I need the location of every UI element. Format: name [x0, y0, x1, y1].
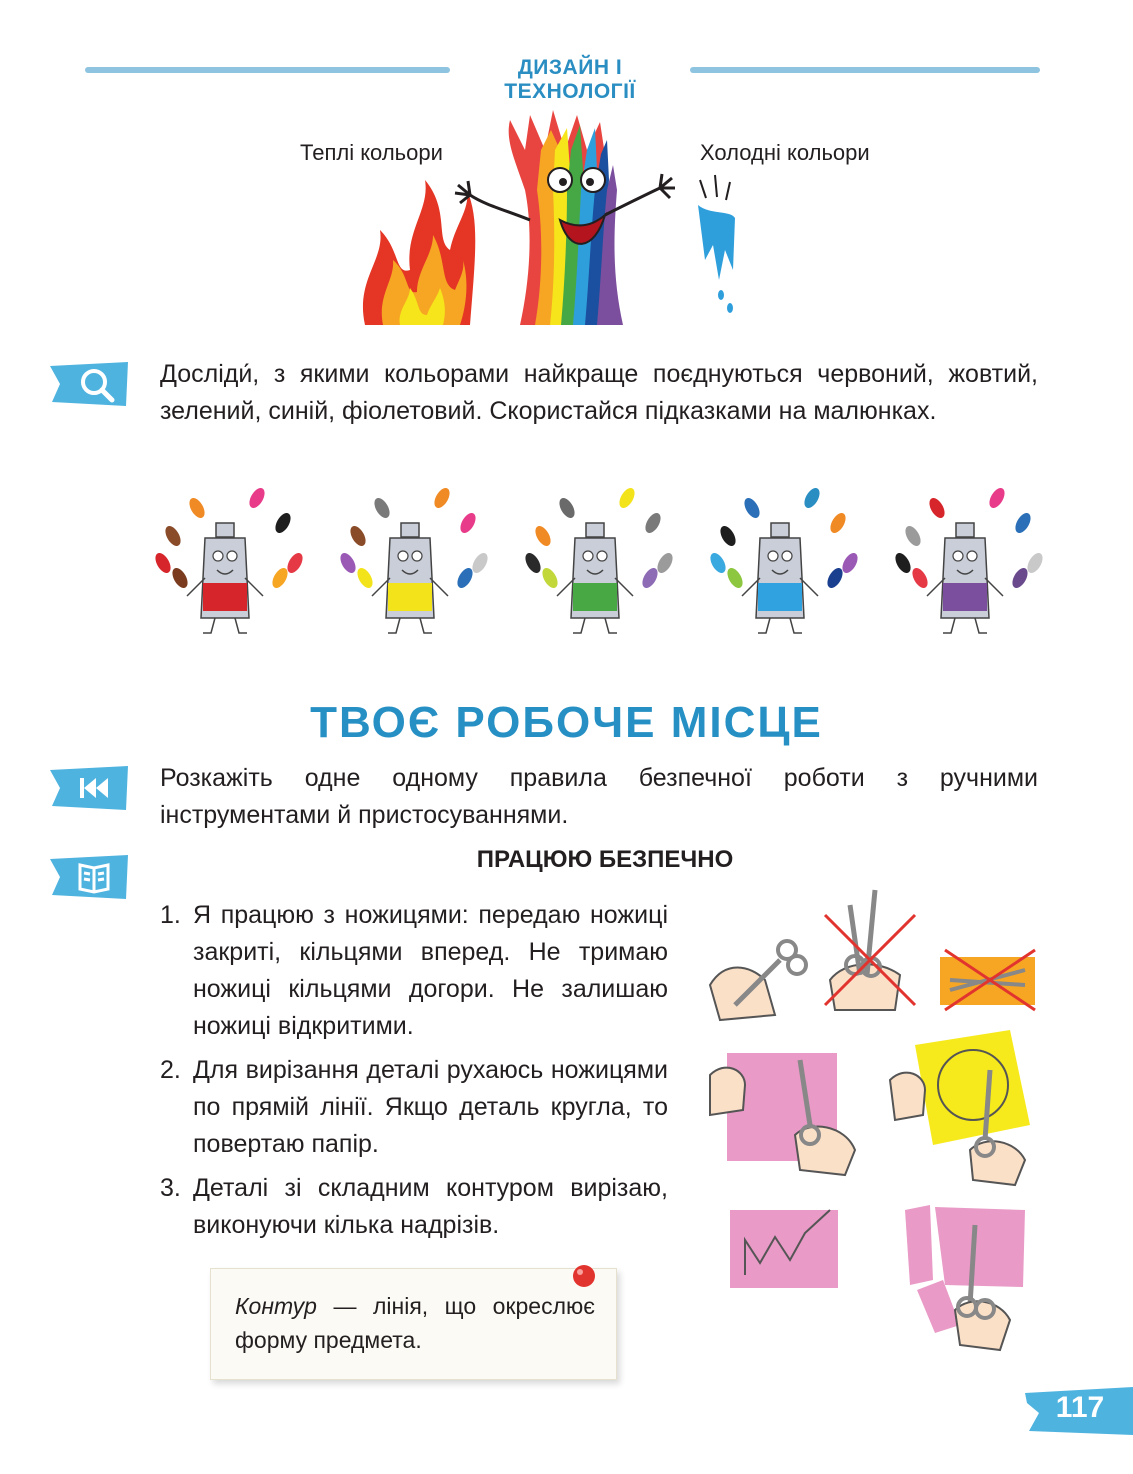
header-line-right	[690, 67, 1040, 73]
open-scissors-crossed	[940, 950, 1035, 1010]
tube-leg	[790, 618, 802, 633]
scissors-safety-illustration	[705, 885, 1045, 1360]
paint-drop	[539, 565, 560, 590]
paint-drop	[269, 565, 290, 590]
zigzag-cuts	[730, 1210, 838, 1288]
flame-icon	[363, 180, 475, 325]
tube-color-band	[573, 583, 617, 611]
tube-eye	[412, 551, 422, 561]
paint-tube-character	[152, 485, 305, 633]
page-number: 117	[1055, 1391, 1105, 1424]
paint-drop	[801, 485, 822, 510]
tube-eye	[213, 551, 223, 561]
explore-task-text: Досліди́, з якими кольорами найкраще поєднуються червоний, жовтий, зелений, синій, фіолетовий. Скористайся підказками на малюнках.	[160, 360, 1038, 425]
cutting-round-shape	[890, 1030, 1030, 1185]
paint-drop	[169, 565, 190, 590]
paint-drop	[272, 510, 293, 535]
header-title: ДИЗАЙН І ТЕХНОЛОГІЇ	[504, 56, 636, 103]
paint-drop	[724, 565, 745, 590]
note-term: Контур	[235, 1293, 317, 1319]
tube-eye	[967, 551, 977, 561]
paint-drop	[337, 550, 358, 575]
tube-cap	[771, 523, 789, 537]
icicle-icon	[698, 175, 735, 313]
section-title: ТВОЄ РОБОЧЕ МІСЦЕ	[310, 698, 823, 747]
cold-colors-label: Холодні кольори	[700, 140, 870, 165]
paint-tube-character	[337, 485, 490, 633]
paint-drop	[532, 523, 553, 548]
paint-drop	[824, 565, 845, 590]
paint-drop	[457, 510, 478, 535]
cutting-complex-contour	[905, 1205, 1025, 1350]
paint-tube-character	[522, 485, 675, 633]
paint-drop	[284, 550, 305, 575]
paint-tubes-illustration	[150, 478, 1045, 638]
rule-number: 1.	[160, 901, 181, 929]
warm-colors-label: Теплі кольори	[300, 140, 443, 165]
safety-rule-1	[160, 897, 668, 1045]
paint-drop	[892, 550, 913, 575]
paint-drop	[371, 495, 392, 520]
pin-icon	[569, 1261, 599, 1291]
rule-text: Деталі зі складним контуром вирізаю, виконуючи кілька надрізів.	[193, 1174, 668, 1239]
note-definition: — лінія, що окреслює форму предмета.	[235, 1293, 595, 1353]
hand-passing-scissors	[710, 941, 806, 1020]
definition-note	[210, 1268, 617, 1380]
note-text	[235, 1289, 595, 1357]
paint-drop	[152, 550, 173, 575]
rule-text: Для вирізання деталі рухаюсь ножицями по прямій лінії. Якщо деталь кругла, то повертаю папір.	[193, 1056, 668, 1158]
paint-drop	[926, 495, 947, 520]
tube-leg	[388, 618, 400, 633]
tube-leg	[605, 618, 617, 633]
tube-leg	[943, 618, 955, 633]
paint-drop	[986, 485, 1007, 510]
paint-drop	[246, 485, 267, 510]
tube-leg	[203, 618, 215, 633]
paint-drop	[654, 550, 675, 575]
tube-eye	[953, 551, 963, 561]
tube-color-band	[943, 583, 987, 611]
tube-leg	[758, 618, 770, 633]
paint-drop	[642, 510, 663, 535]
tube-color-band	[203, 583, 247, 611]
tube-cap	[586, 523, 604, 537]
cutting-straight-line	[710, 1053, 855, 1175]
safety-rule-2	[160, 1052, 668, 1163]
tube-leg	[235, 618, 247, 633]
tube-leg	[975, 618, 987, 633]
safety-rule-3	[160, 1170, 668, 1244]
tube-eye	[398, 551, 408, 561]
paint-drop	[717, 523, 738, 548]
paint-drop	[707, 550, 728, 575]
tube-eye	[597, 551, 607, 561]
paint-tube-character	[707, 485, 860, 633]
paint-drop	[347, 523, 368, 548]
tube-cap	[216, 523, 234, 537]
paint-tube-character	[892, 485, 1045, 633]
paint-drop	[1012, 510, 1033, 535]
rainbow-character-illustration	[355, 110, 735, 335]
tube-eye	[768, 551, 778, 561]
tube-leg	[420, 618, 432, 633]
paint-drop	[909, 565, 930, 590]
explore-task-flag	[50, 362, 128, 406]
rule-text: Я працюю з ножицями: передаю ножиці закриті, кільцями вперед. Не тримаю ножиці кільцями догори. Не залишаю ножиці відкритими.	[193, 901, 668, 1040]
paint-drop	[162, 523, 183, 548]
paint-drop	[741, 495, 762, 520]
paint-drop	[469, 550, 490, 575]
rainbow-character	[455, 110, 675, 325]
discuss-task-flag	[50, 766, 128, 810]
paint-drop	[454, 565, 475, 590]
paint-drop	[431, 485, 452, 510]
header-line-left	[85, 67, 450, 73]
paint-drop	[827, 510, 848, 535]
scissors-rings-up-crossed	[825, 890, 915, 1010]
paint-drop	[616, 485, 637, 510]
tube-cap	[956, 523, 974, 537]
paint-drop	[354, 565, 375, 590]
paint-drop	[522, 550, 543, 575]
safety-task-flag	[50, 855, 128, 899]
rule-number: 3.	[160, 1174, 181, 1202]
tube-color-band	[758, 583, 802, 611]
tube-color-band	[388, 583, 432, 611]
paint-drop	[639, 565, 660, 590]
tube-leg	[573, 618, 585, 633]
paint-drop	[839, 550, 860, 575]
rule-number: 2.	[160, 1056, 181, 1084]
tube-eye	[782, 551, 792, 561]
paint-drop	[186, 495, 207, 520]
paint-drop	[902, 523, 923, 548]
paint-drop	[1009, 565, 1030, 590]
paint-drop	[556, 495, 577, 520]
tube-eye	[583, 551, 593, 561]
tube-cap	[401, 523, 419, 537]
safety-heading: ПРАЦЮЮ БЕЗПЕЧНО	[476, 846, 734, 873]
discuss-task-text: Розкажіть одне одному правила безпечної роботи з ручними інструментами й пристосуваннями.	[160, 764, 1038, 829]
tube-eye	[227, 551, 237, 561]
